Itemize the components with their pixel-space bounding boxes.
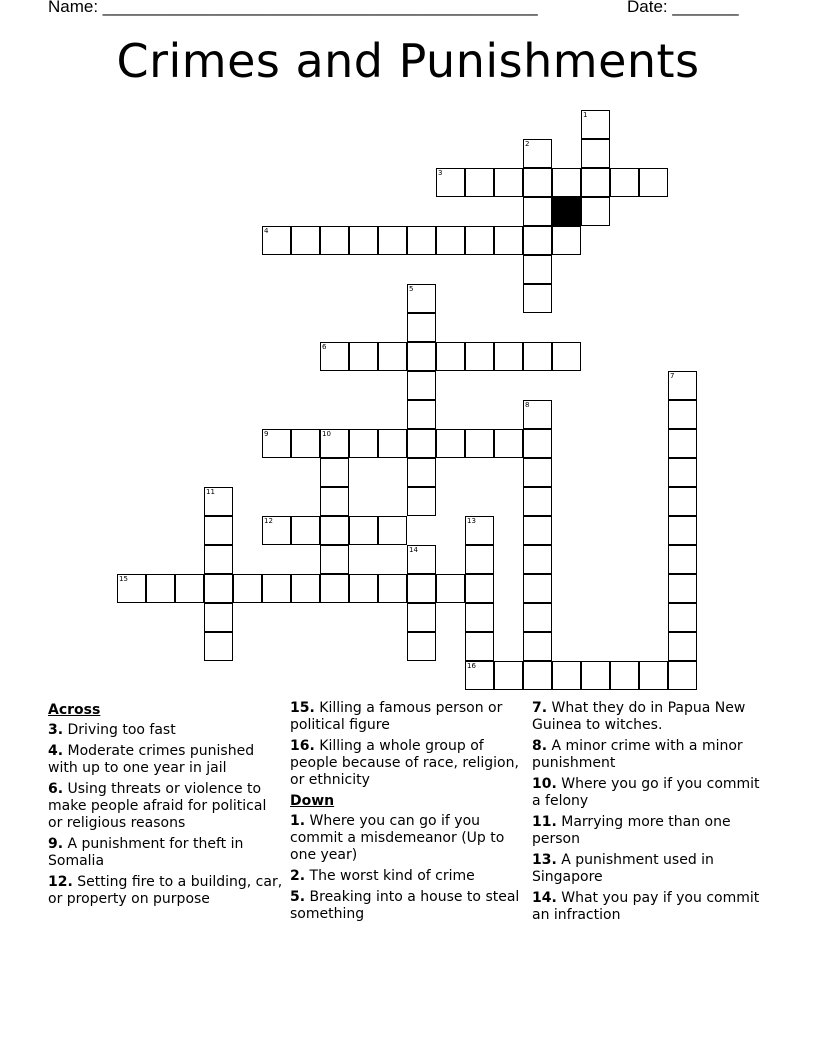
grid-cell[interactable] xyxy=(523,516,552,545)
grid-cell[interactable] xyxy=(291,516,320,545)
grid-cell[interactable] xyxy=(523,429,552,458)
cell-number: 7 xyxy=(670,372,675,380)
grid-cell[interactable] xyxy=(407,632,436,661)
clue-text: Marrying more than one person xyxy=(532,814,731,847)
grid-cell[interactable] xyxy=(465,168,494,197)
grid-cell[interactable] xyxy=(639,661,668,690)
clue-column-1 xyxy=(48,700,283,912)
clue-down-1 xyxy=(290,813,525,864)
grid-cell[interactable] xyxy=(465,429,494,458)
clue-across-6 xyxy=(48,781,283,832)
clue-number: 16. xyxy=(290,738,315,754)
grid-cell[interactable] xyxy=(523,458,552,487)
grid-cell[interactable] xyxy=(233,574,262,603)
grid-cell[interactable] xyxy=(668,458,697,487)
grid-cell[interactable] xyxy=(494,342,523,371)
grid-cell[interactable] xyxy=(523,168,552,197)
grid-cell[interactable] xyxy=(523,574,552,603)
grid-cell[interactable] xyxy=(668,574,697,603)
grid-cell[interactable] xyxy=(523,603,552,632)
clue-text: A punishment for theft in Somalia xyxy=(48,836,244,869)
grid-cell[interactable] xyxy=(581,661,610,690)
clue-text: Killing a famous person or political figure xyxy=(290,700,503,733)
grid-cell[interactable] xyxy=(436,342,465,371)
grid-cell[interactable] xyxy=(494,429,523,458)
grid-cell[interactable] xyxy=(523,197,552,226)
grid-cell[interactable] xyxy=(320,487,349,516)
grid-cell[interactable] xyxy=(407,458,436,487)
grid-cell[interactable] xyxy=(552,226,581,255)
grid-cell[interactable] xyxy=(436,429,465,458)
clue-text: Driving too fast xyxy=(67,722,176,738)
grid-cell[interactable] xyxy=(320,342,349,371)
grid-cell[interactable] xyxy=(291,574,320,603)
grid-cell[interactable] xyxy=(407,371,436,400)
grid-cell[interactable] xyxy=(494,168,523,197)
cell-number: 3 xyxy=(438,169,443,177)
page-title: Crimes and Punishments xyxy=(116,34,700,88)
grid-cell[interactable] xyxy=(581,110,610,139)
clue-number: 15. xyxy=(290,700,315,716)
grid-cell[interactable] xyxy=(407,603,436,632)
grid-cell[interactable] xyxy=(552,661,581,690)
clue-number: 7. xyxy=(532,700,548,716)
grid-cell[interactable] xyxy=(523,545,552,574)
grid-cell[interactable] xyxy=(204,574,233,603)
clue-number: 2. xyxy=(290,868,306,884)
grid-cell[interactable] xyxy=(407,487,436,516)
grid-cell[interactable] xyxy=(465,342,494,371)
down-heading: Down xyxy=(290,793,335,809)
clue-text: The worst kind of crime xyxy=(309,868,475,884)
clue-across-3 xyxy=(48,722,283,739)
grid-cell[interactable] xyxy=(668,429,697,458)
clue-text: Where you go if you commit a felony xyxy=(532,776,760,809)
clue-text: Moderate crimes punished with up to one year in jail xyxy=(48,743,255,776)
cell-number: 6 xyxy=(322,343,327,351)
clue-number: 10. xyxy=(532,776,557,792)
cell-number: 12 xyxy=(264,517,273,525)
grid-cell[interactable] xyxy=(523,284,552,313)
grid-cell[interactable] xyxy=(204,545,233,574)
grid-cell[interactable] xyxy=(668,487,697,516)
cell-number: 14 xyxy=(409,546,418,554)
grid-cell[interactable] xyxy=(668,545,697,574)
clue-number: 11. xyxy=(532,814,557,830)
grid-cell[interactable] xyxy=(465,516,494,545)
cell-number: 11 xyxy=(206,488,215,496)
grid-cell[interactable] xyxy=(320,545,349,574)
clue-across-15 xyxy=(290,700,525,734)
cell-number: 2 xyxy=(525,140,530,148)
grid-cell[interactable] xyxy=(465,603,494,632)
clue-down-11 xyxy=(532,814,767,848)
clue-number: 3. xyxy=(48,722,64,738)
clue-down-10 xyxy=(532,776,767,810)
grid-cell[interactable] xyxy=(407,429,436,458)
grid-cell[interactable] xyxy=(436,168,465,197)
grid-cell[interactable] xyxy=(349,342,378,371)
grid-cell[interactable] xyxy=(349,226,378,255)
grid-cell[interactable] xyxy=(349,516,378,545)
grid-cell[interactable] xyxy=(552,342,581,371)
grid-cell[interactable] xyxy=(262,226,291,255)
grid-cell[interactable] xyxy=(523,255,552,284)
grid-cell[interactable] xyxy=(668,632,697,661)
cell-number: 10 xyxy=(322,430,331,438)
grid-cell[interactable] xyxy=(465,632,494,661)
grid-cell[interactable] xyxy=(465,226,494,255)
grid-cell[interactable] xyxy=(407,313,436,342)
grid-cell[interactable] xyxy=(349,574,378,603)
clue-text: Using threats or violence to make people afraid for political or religious reasons xyxy=(48,781,267,831)
name-field-label: Name: ______________________________________________ xyxy=(48,0,538,16)
clue-down-2 xyxy=(290,868,525,885)
clue-number: 5. xyxy=(290,889,306,905)
grid-cell[interactable] xyxy=(436,226,465,255)
grid-cell[interactable] xyxy=(668,516,697,545)
grid-cell[interactable] xyxy=(349,429,378,458)
grid-cell[interactable] xyxy=(262,574,291,603)
grid-cell[interactable] xyxy=(465,574,494,603)
grid-cell[interactable] xyxy=(117,574,146,603)
grid-cell[interactable] xyxy=(552,168,581,197)
grid-cell[interactable] xyxy=(407,574,436,603)
grid-cell[interactable] xyxy=(668,371,697,400)
clue-across-4 xyxy=(48,743,283,777)
grid-cell[interactable] xyxy=(175,574,204,603)
grid-cell[interactable] xyxy=(262,429,291,458)
cell-number: 9 xyxy=(264,430,269,438)
grid-cell[interactable] xyxy=(610,661,639,690)
clue-down-14 xyxy=(532,890,767,924)
grid-cell[interactable] xyxy=(639,168,668,197)
grid-cell[interactable] xyxy=(523,487,552,516)
clue-column-2 xyxy=(290,700,525,927)
clue-across-12 xyxy=(48,874,283,908)
grid-cell[interactable] xyxy=(291,226,320,255)
clue-text: Setting fire to a building, car, or property on purpose xyxy=(48,874,283,907)
grid-cell[interactable] xyxy=(523,661,552,690)
grid-cell[interactable] xyxy=(668,661,697,690)
grid-cell[interactable] xyxy=(146,574,175,603)
grid-cell[interactable] xyxy=(204,487,233,516)
grid-cell[interactable] xyxy=(320,458,349,487)
clue-across-16 xyxy=(290,738,525,789)
grid-cell[interactable] xyxy=(523,342,552,371)
grid-cell[interactable] xyxy=(204,632,233,661)
grid-cell[interactable] xyxy=(465,661,494,690)
grid-cell[interactable] xyxy=(523,400,552,429)
grid-cell[interactable] xyxy=(407,284,436,313)
grid-cell[interactable] xyxy=(320,429,349,458)
grid-cell[interactable] xyxy=(291,429,320,458)
grid-cell[interactable] xyxy=(320,226,349,255)
grid-cell[interactable] xyxy=(668,603,697,632)
grid-cell[interactable] xyxy=(378,429,407,458)
grid-cell[interactable] xyxy=(204,516,233,545)
clue-down-8 xyxy=(532,738,767,772)
cell-number: 1 xyxy=(583,111,588,119)
grid-cell[interactable] xyxy=(523,139,552,168)
clue-text: A punishment used in Singapore xyxy=(532,852,714,885)
grid-cell[interactable] xyxy=(523,632,552,661)
grid-cell[interactable] xyxy=(378,342,407,371)
clue-number: 4. xyxy=(48,743,64,759)
grid-cell[interactable] xyxy=(378,516,407,545)
clue-number: 6. xyxy=(48,781,64,797)
clue-down-5 xyxy=(290,889,525,923)
grid-cell[interactable] xyxy=(465,545,494,574)
cell-number: 15 xyxy=(119,575,128,583)
clue-text: Breaking into a house to steal something xyxy=(290,889,520,922)
clue-number: 14. xyxy=(532,890,557,906)
clue-column-3 xyxy=(532,700,767,928)
grid-cell[interactable] xyxy=(407,226,436,255)
clue-number: 12. xyxy=(48,874,73,890)
across-heading: Across xyxy=(48,702,101,718)
clue-text: A minor crime with a minor punishment xyxy=(532,738,743,771)
grid-cell[interactable] xyxy=(407,545,436,574)
cell-number: 8 xyxy=(525,401,530,409)
grid-cell[interactable] xyxy=(320,574,349,603)
clue-down-13 xyxy=(532,852,767,886)
grid-cell[interactable] xyxy=(494,226,523,255)
grid-block-cell xyxy=(552,197,581,226)
grid-cell[interactable] xyxy=(581,197,610,226)
cell-number: 4 xyxy=(264,227,269,235)
grid-cell[interactable] xyxy=(494,661,523,690)
clue-number: 9. xyxy=(48,836,64,852)
grid-cell[interactable] xyxy=(262,516,291,545)
grid-cell[interactable] xyxy=(436,574,465,603)
date-field-label: Date: _______ xyxy=(627,0,739,16)
cell-number: 13 xyxy=(467,517,476,525)
cell-number: 16 xyxy=(467,662,476,670)
grid-cell[interactable] xyxy=(668,400,697,429)
grid-cell[interactable] xyxy=(407,400,436,429)
grid-cell[interactable] xyxy=(378,574,407,603)
clue-text: What you pay if you commit an infraction xyxy=(532,890,760,923)
grid-cell[interactable] xyxy=(581,168,610,197)
grid-cell[interactable] xyxy=(204,603,233,632)
clue-text: Where you can go if you commit a misdemeanor (Up to one year) xyxy=(290,813,505,863)
grid-cell[interactable] xyxy=(610,168,639,197)
clue-number: 8. xyxy=(532,738,548,754)
cell-number: 5 xyxy=(409,285,414,293)
clue-down-7 xyxy=(532,700,767,734)
grid-cell[interactable] xyxy=(407,342,436,371)
grid-cell[interactable] xyxy=(378,226,407,255)
clue-number: 13. xyxy=(532,852,557,868)
grid-cell[interactable] xyxy=(581,139,610,168)
clue-across-9 xyxy=(48,836,283,870)
grid-cell[interactable] xyxy=(320,516,349,545)
grid-cell[interactable] xyxy=(523,226,552,255)
clue-text: What they do in Papua New Guinea to witches. xyxy=(532,700,746,733)
clue-number: 1. xyxy=(290,813,306,829)
clue-text: Killing a whole group of people because of race, religion, or ethnicity xyxy=(290,738,519,788)
